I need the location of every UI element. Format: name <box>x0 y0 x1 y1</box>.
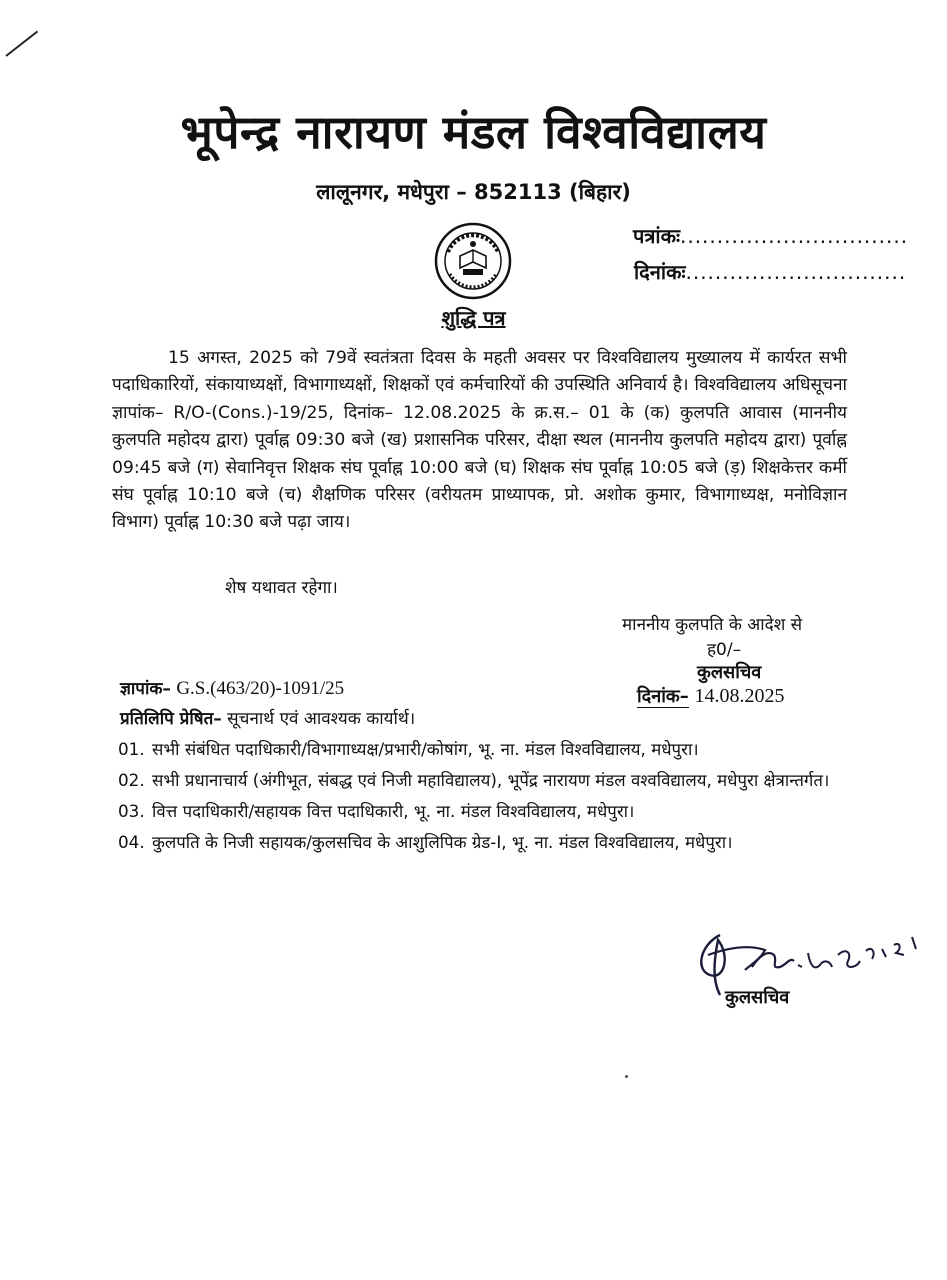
university-name: भूपेन्द्र नारायण मंडल विश्वविद्यालय <box>180 105 767 159</box>
list-item <box>118 800 843 823</box>
remainder-note: शेष यथावत रहेगा। <box>225 578 338 598</box>
university-seal-icon <box>434 222 512 300</box>
memo-date-line <box>637 684 784 708</box>
memo-date: 14.08.2025 <box>694 685 785 707</box>
copy-purpose: सूचनार्थ एवं आवश्यक कार्यार्थ। <box>227 709 416 729</box>
memo-number-line <box>120 676 344 700</box>
university-address: लालूनगर, मधेपुरा – 852113 (बिहार) <box>316 180 631 204</box>
copy-forwarded-line <box>120 706 415 729</box>
reference-number-line <box>633 222 908 249</box>
list-item-text: वित्त पदाधिकारी/सहायक वित्त पदाधिकारी, भू. ना. मंडल विश्वविद्यालय, मधेपुरा। <box>152 801 635 821</box>
reference-blank: ............................... <box>679 224 909 248</box>
list-item-text: सभी प्रधानाचार्य (अंगीभूत, संबद्ध एवं निजी महाविद्यालय), भूपेंद्र नारायण मंडल वश्वविद्यालय, मधेपुरा क्षेत्रान्तर्गत। <box>152 770 830 790</box>
list-item-text: कुलपति के निजी सहायक/कुलसचिव के आशुलिपिक ग्रेड-I, भू. ना. मंडल विश्वविद्यालय, मधेपुरा। <box>152 832 733 852</box>
corrigendum-body <box>112 345 847 537</box>
list-item-number: 04. <box>118 832 145 852</box>
pen-stroke-mark <box>5 31 38 57</box>
reference-date-blank: .............................. <box>685 260 907 284</box>
reference-date-label: दिनांकः <box>634 260 686 284</box>
list-item <box>118 831 843 854</box>
registrar-title: कुलसचिव <box>697 662 762 683</box>
document-title: शुद्धि पत्र <box>441 306 506 330</box>
reference-date-line <box>634 258 906 285</box>
corrigendum-text: 15 अगस्त, 2025 को 79वें स्वतंत्रता दिवस के महती अवसर पर विश्वविद्यालय मुख्यालय में कार्यरत सभी पदाधिकारियों, संकायाध्यक्षों, विभागाध्यक्षों, शिक्षकों एवं कर्मचारियों की उपस्थिति अनिवार्य है। विश्वविद्यालय अधिसूचना ज्ञापांक– R/O-(Cons.)-19/25, दिनांक– 12.08.2025 के क्र.स.– 01 के (क) कुलपति आवास (माननीय कुलपति महोदय द्वारा) पूर्वाह्न 09:30 बजे (ख) प्रशासनिक परिसर, दीक्षा स्थल (माननीय कुलपति महोदय द्वारा) पूर्वाह्न 09:45 बजे (ग) सेवानिवृत्त शिक्षक संघ पूर्वाह्न 10:00 बजे (घ) शिक्षक संघ पूर्वाह्न 10:05 बजे (ड़) शिक्षकेत्तर कर्मी संघ पूर्वाह्न 10:10 बजे (च) शैक्षणिक परिसर (वरीयतम प्राध्यापक, प्रो. अशोक कुमार, विभागाध्यक्ष, मनोविज्ञान विभाग) पूर्वाह्न 10:30 बजे पढ़ा जाय। <box>112 348 847 533</box>
memo-number: G.S.(463/20)-1091/25 <box>176 678 345 699</box>
list-item-text: सभी संबंधित पदाधिकारी/विभागाध्यक्ष/प्रभारी/कोषांग, भू. ना. मंडल विश्वविद्यालय, मधेपुरा। <box>152 739 699 759</box>
scan-speck <box>625 1075 628 1078</box>
memo-label: ज्ञापांक– <box>120 679 171 699</box>
order-by-text: माननीय कुलपति के आदेश से <box>622 615 803 635</box>
list-item-number: 02. <box>118 770 145 790</box>
signed-mark: ह0/– <box>707 640 742 660</box>
list-item <box>118 769 843 792</box>
list-item <box>118 738 843 761</box>
memo-date-label: दिनांक– <box>637 686 689 707</box>
list-item-number: 01. <box>118 739 145 759</box>
list-item-number: 03. <box>118 801 145 821</box>
copy-label: प्रतिलिपि प्रेषित– <box>120 709 222 729</box>
recipient-list <box>118 738 843 862</box>
signature-designation: कुलसचिव <box>725 987 790 1008</box>
reference-label: पत्रांकः <box>633 224 680 248</box>
